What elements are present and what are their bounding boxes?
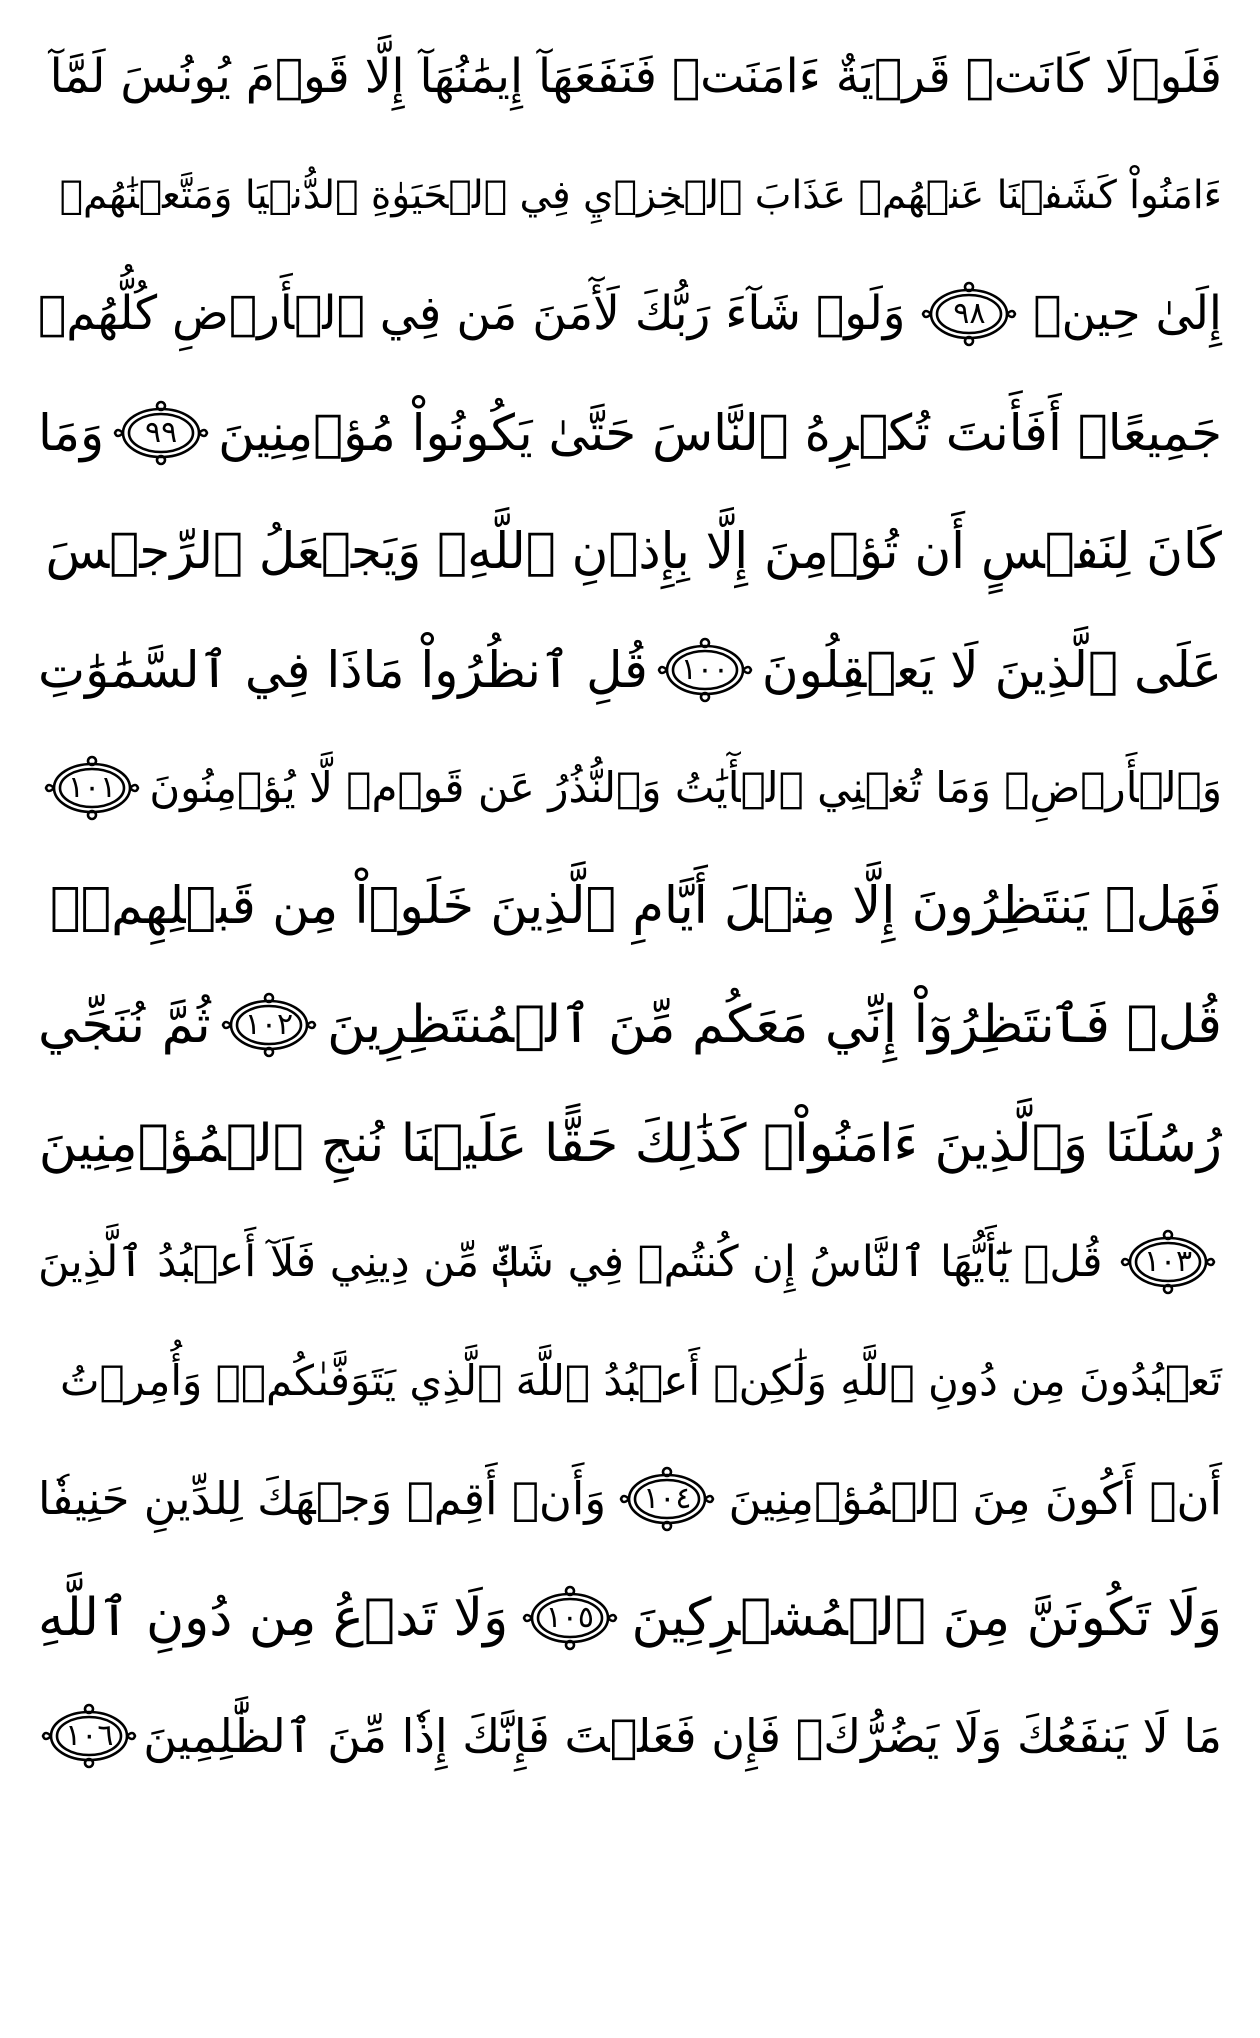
mushaf-page (38, 18, 1222, 2018)
verse-line (38, 374, 1222, 493)
ayah-number: ٩٨ (953, 296, 986, 332)
verse-line (38, 848, 1222, 967)
verse-text: قُلۡ فَٱنتَظِرُوٓاْ إِنِّي مَعَكُم مِّنَ ٱلۡمُنتَظِرِينَ (327, 995, 1222, 1056)
verse-line (38, 1203, 1222, 1322)
verse-text: مَا لَا يَنفَعُكَ وَلَا يَضُرُّكَۖ فَإِن فَعَلۡتَ فَإِنَّكَ إِذٗا مِّنَ ٱلظَّٰلِمِينَ (143, 1709, 1222, 1764)
ayah-number: ٩٩ (145, 414, 178, 450)
verse-text: ءَامَنُواْ كَشَفۡنَا عَنۡهُمۡ عَذَابَ ٱلۡخِزۡيِ فِي ٱلۡحَيَوٰةِ ٱلدُّنۡيَا وَمَتَّعۡنَٰهُمۡ (59, 172, 1222, 218)
ayah-number: ١٠٣ (1143, 1244, 1193, 1280)
ayah-number: ١٠٥ (545, 1599, 594, 1635)
verse-line (38, 611, 1222, 730)
ayah-end-marker (522, 1585, 618, 1651)
verse-text: ثُمَّ نُنَجِّي (38, 995, 211, 1056)
ayah-end-marker (657, 637, 753, 703)
verse-line (38, 255, 1222, 374)
verse-text: وَلَا تَكُونَنَّ مِنَ ٱلۡمُشۡرِكِينَ (631, 1587, 1222, 1648)
verse-text: رُسُلَنَا وَٱلَّذِينَ ءَامَنُواْۚ كَذَٰلِكَ حَقًّا عَلَيۡنَا نُنجِ ٱلۡمُؤۡمِنِينَ (38, 1113, 1222, 1174)
verse-line (38, 492, 1222, 611)
ayah-number: ١٠٦ (65, 1718, 114, 1754)
ayah-number: ١٠٤ (643, 1481, 692, 1517)
verse-text: وَٱلۡأَرۡضِۚ وَمَا تُغۡنِي ٱلۡأٓيَٰتُ وَٱلنُّذُرُ عَن قَوۡمٖ لَّا يُؤۡمِنُونَ (149, 763, 1222, 813)
verse-line (38, 1085, 1222, 1204)
verse-line (38, 729, 1222, 848)
verse-line (38, 966, 1222, 1085)
ayah-end-marker (221, 992, 317, 1058)
verse-text: فَلَوۡلَا كَانَتۡ قَرۡيَةٌ ءَامَنَتۡ فَنَفَعَهَآ إِيمَٰنُهَآ إِلَّا قَوۡمَ يُونُسَ لَمَّآ (49, 49, 1222, 105)
verse-line (38, 1322, 1222, 1441)
verse-line (38, 1440, 1222, 1559)
verse-text: وَلَوۡ شَآءَ رَبُّكَ لَأٓمَنَ مَن فِي ٱلۡأَرۡضِ كُلُّهُمۡ (38, 286, 906, 342)
verse-text: إِلَىٰ حِينٖ (1033, 286, 1222, 342)
verse-text: وَأَنۡ أَقِمۡ وَجۡهَكَ لِلدِّينِ حَنِيفٗا (38, 1472, 607, 1526)
ayah-number: ١٠٠ (680, 651, 730, 687)
verse-text: قُلۡ يَٰٓأَيُّهَا ٱلنَّاسُ إِن كُنتُمۡ فِي شَكّٖ مِّن دِينِي فَلَآ أَعۡبُدُ ٱلَّذِينَ (38, 1237, 1103, 1288)
verse-text: وَلَا تَدۡعُ مِن دُونِ ٱللَّهِ (38, 1587, 509, 1648)
verse-line (38, 1559, 1222, 1678)
verse-text: وَمَا (38, 403, 105, 462)
verse-line (38, 137, 1222, 256)
ayah-end-marker (113, 400, 209, 466)
verse-text: تَعۡبُدُونَ مِن دُونِ ٱللَّهِ وَلَٰكِنۡ أَعۡبُدُ ٱللَّهَ ٱلَّذِي يَتَوَفَّىٰكُمۡۖ وَأُمِرۡتُ (59, 1355, 1222, 1405)
verse-text: عَلَى ٱلَّذِينَ لَا يَعۡقِلُونَ (761, 640, 1222, 699)
ayah-end-marker (44, 755, 140, 821)
ayah-end-marker (1120, 1229, 1216, 1295)
verse-text: كَانَ لِنَفۡسٍ أَن تُؤۡمِنَ إِلَّا بِإِذۡنِ ٱللَّهِۚ وَيَجۡعَلُ ٱلرِّجۡسَ (45, 522, 1222, 581)
ayah-number: ١٠١ (67, 770, 117, 806)
verse-text: أَنۡ أَكُونَ مِنَ ٱلۡمُؤۡمِنِينَ (728, 1472, 1222, 1526)
ayah-end-marker (619, 1466, 715, 1532)
verse-line (38, 18, 1222, 137)
verse-line (38, 1677, 1222, 1796)
ayah-end-marker (41, 1703, 137, 1769)
ayah-number: ١٠٢ (244, 1007, 294, 1043)
ayah-end-marker (921, 281, 1017, 347)
verse-text: قُلِ ٱنظُرُواْ مَاذَا فِي ٱلسَّمَٰوَٰتِ (38, 640, 648, 699)
verse-text: فَهَلۡ يَنتَظِرُونَ إِلَّا مِثۡلَ أَيَّامِ ٱلَّذِينَ خَلَوۡاْ مِن قَبۡلِهِمۡۚ (49, 876, 1222, 936)
verse-text: جَمِيعًاۚ أَفَأَنتَ تُكۡرِهُ ٱلنَّاسَ حَتَّىٰ يَكُونُواْ مُؤۡمِنِينَ (218, 403, 1222, 462)
